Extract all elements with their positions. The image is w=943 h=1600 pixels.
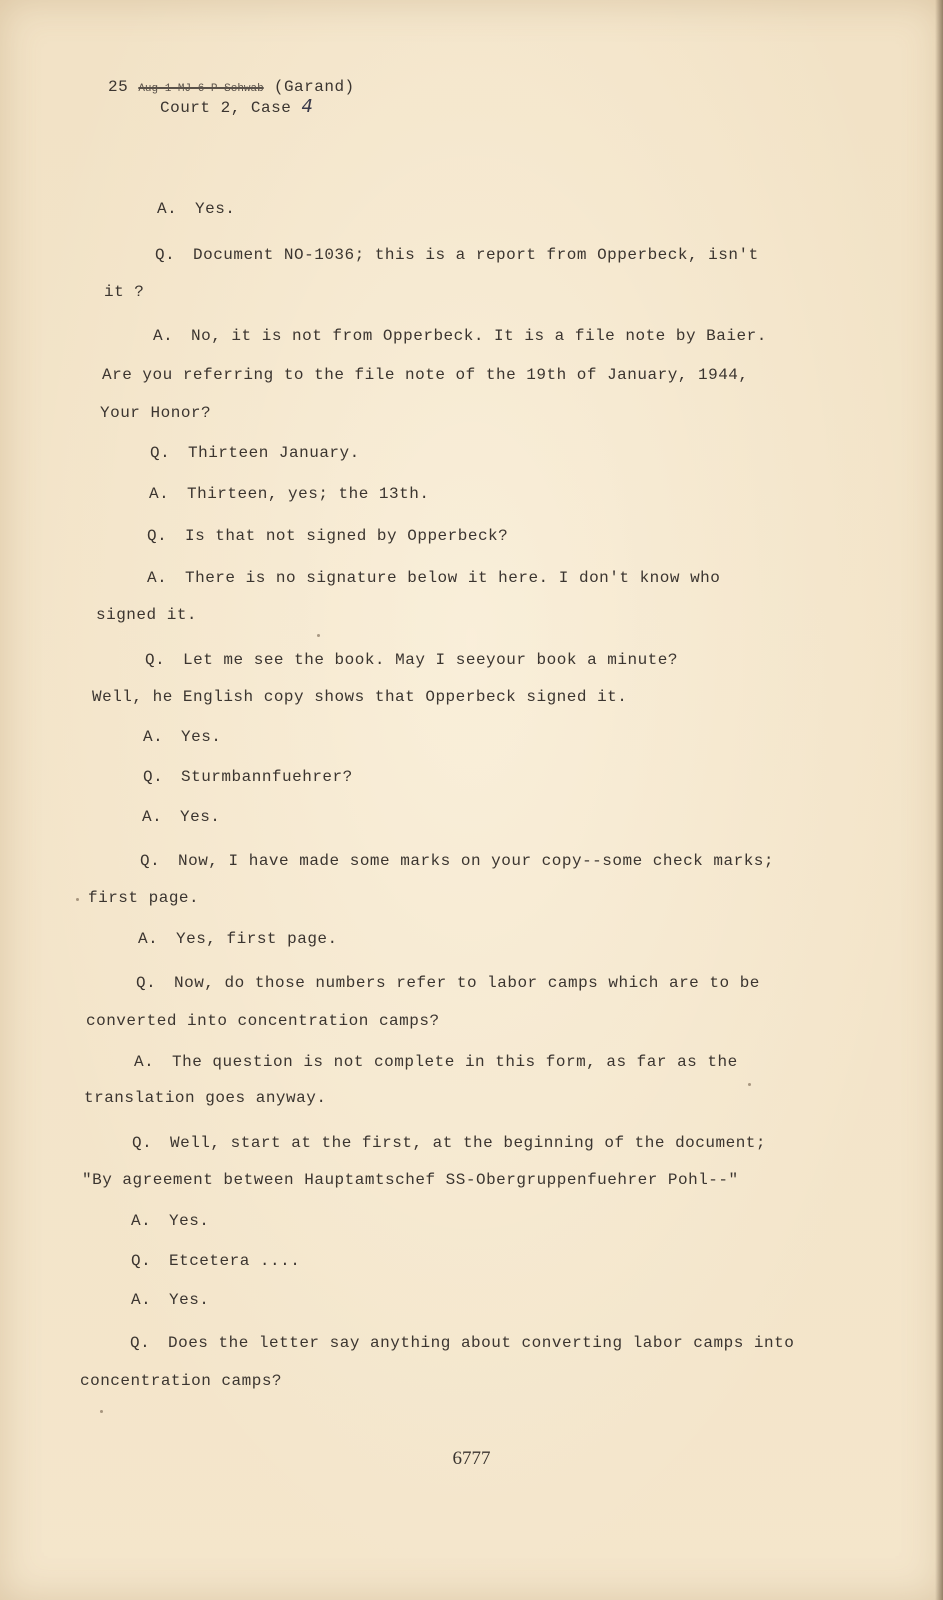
speaker-label: Q. bbox=[140, 852, 161, 870]
transcript-line bbox=[140, 852, 774, 870]
line-text: Yes. bbox=[169, 1212, 210, 1230]
transcript-line bbox=[92, 688, 627, 706]
transcript-line bbox=[155, 246, 759, 264]
transcript-line bbox=[104, 283, 144, 301]
transcript-line bbox=[82, 1171, 739, 1189]
speaker-label: Q. bbox=[155, 246, 176, 264]
header-line-1 bbox=[108, 78, 608, 96]
speaker-label: A. bbox=[134, 1053, 155, 1071]
line-text: Well, start at the first, at the beginning of the document; bbox=[170, 1134, 766, 1152]
transcript-line bbox=[150, 444, 360, 462]
speaker-label: Q. bbox=[143, 768, 164, 786]
line-text: Etcetera .... bbox=[169, 1252, 301, 1270]
paper-speck bbox=[317, 634, 320, 637]
header-line-2 bbox=[108, 96, 608, 117]
line-text: Yes, first page. bbox=[176, 930, 338, 948]
transcript-line bbox=[96, 606, 197, 624]
line-text: Are you referring to the file note of the 19th of January, 1944, bbox=[102, 366, 749, 384]
transcript-line bbox=[149, 485, 429, 503]
transcript-line bbox=[138, 930, 338, 948]
line-text: Document NO-1036; this is a report from Opperbeck, isn't bbox=[193, 246, 759, 264]
header-reporter: (Garand) bbox=[273, 78, 355, 96]
speaker-label: A. bbox=[143, 728, 164, 746]
line-text: Well, he English copy shows that Opperbeck signed it. bbox=[92, 688, 628, 706]
transcript-line bbox=[147, 527, 508, 545]
speaker-label: A. bbox=[142, 808, 163, 826]
transcript-line bbox=[132, 1134, 766, 1152]
speaker-label: A. bbox=[147, 569, 168, 587]
line-text: Yes. bbox=[180, 808, 221, 826]
line-text: signed it. bbox=[96, 606, 198, 624]
speaker-label: Q. bbox=[147, 527, 168, 545]
transcript-line bbox=[86, 1012, 440, 1030]
transcript-line bbox=[84, 1089, 326, 1107]
transcript-line bbox=[147, 569, 720, 587]
page-edge-shadow bbox=[935, 0, 943, 1600]
transcript-line bbox=[143, 728, 221, 746]
transcript-line bbox=[130, 1334, 794, 1352]
line-text: Is that not signed by Opperbeck? bbox=[185, 527, 509, 545]
paper-speck bbox=[748, 1083, 751, 1086]
transcript-line bbox=[142, 808, 220, 826]
page-number: 6777 bbox=[452, 1448, 491, 1469]
speaker-label: Q. bbox=[136, 974, 157, 992]
line-text: Sturmbannfuehrer? bbox=[181, 768, 353, 786]
header-court: Court 2, bbox=[160, 99, 241, 117]
line-text: Yes. bbox=[195, 200, 236, 218]
line-text: No, it is not from Opperbeck. It is a file note by Baier. bbox=[191, 327, 767, 345]
line-text: Does the letter say anything about converting labor camps into bbox=[168, 1334, 795, 1352]
speaker-label: A. bbox=[153, 327, 174, 345]
transcript-line bbox=[153, 327, 767, 345]
header-case-number: 4 bbox=[301, 96, 314, 117]
transcript-header bbox=[108, 78, 608, 117]
speaker-label: Q. bbox=[130, 1334, 151, 1352]
header-case-label: Case bbox=[250, 99, 292, 117]
line-text: Yes. bbox=[169, 1291, 210, 1309]
speaker-label: Q. bbox=[131, 1252, 152, 1270]
speaker-label: A. bbox=[157, 200, 178, 218]
transcript-line bbox=[88, 889, 199, 907]
line-text: Let me see the book. May I seeyour book a minute? bbox=[183, 651, 678, 669]
speaker-label: A. bbox=[149, 485, 170, 503]
line-text: it ? bbox=[104, 283, 145, 301]
speaker-label: Q. bbox=[132, 1134, 153, 1152]
header-struck-text: Aug-1-MJ-6-P-Schwab bbox=[138, 83, 264, 95]
transcript-line bbox=[145, 651, 678, 669]
transcript-line bbox=[143, 768, 353, 786]
line-text: concentration camps? bbox=[80, 1372, 283, 1390]
paper-speck bbox=[76, 898, 79, 901]
line-text: Now, I have made some marks on your copy--some check marks; bbox=[178, 852, 774, 870]
transcript-line bbox=[134, 1053, 738, 1071]
line-text: Now, do those numbers refer to labor camps which are to be bbox=[174, 974, 760, 992]
speaker-label: Q. bbox=[145, 651, 166, 669]
line-text: "By agreement between Hauptamtschef SS-Obergruppenfuehrer Pohl--" bbox=[82, 1171, 739, 1189]
line-text: There is no signature below it here. I don't know who bbox=[185, 569, 721, 587]
paper-speck bbox=[100, 1410, 103, 1413]
speaker-label: Q. bbox=[150, 444, 171, 462]
line-text: Your Honor? bbox=[100, 404, 212, 422]
transcript-line bbox=[136, 974, 760, 992]
speaker-label: A. bbox=[131, 1291, 152, 1309]
line-text: The question is not complete in this form, as far as the bbox=[172, 1053, 738, 1071]
line-text: Thirteen January. bbox=[188, 444, 360, 462]
line-text: Yes. bbox=[181, 728, 222, 746]
speaker-label: A. bbox=[138, 930, 159, 948]
transcript-line bbox=[102, 366, 749, 384]
transcript-line bbox=[80, 1372, 282, 1390]
transcript-line bbox=[100, 404, 211, 422]
transcript-line bbox=[131, 1212, 209, 1230]
line-text: converted into concentration camps? bbox=[86, 1012, 440, 1030]
header-date-prefix: 25 bbox=[108, 78, 129, 96]
line-text: first page. bbox=[88, 889, 200, 907]
transcript-line bbox=[157, 200, 235, 218]
speaker-label: A. bbox=[131, 1212, 152, 1230]
line-text: translation goes anyway. bbox=[84, 1089, 327, 1107]
transcript-line bbox=[131, 1291, 209, 1309]
transcript-line bbox=[131, 1252, 300, 1270]
line-text: Thirteen, yes; the 13th. bbox=[187, 485, 430, 503]
